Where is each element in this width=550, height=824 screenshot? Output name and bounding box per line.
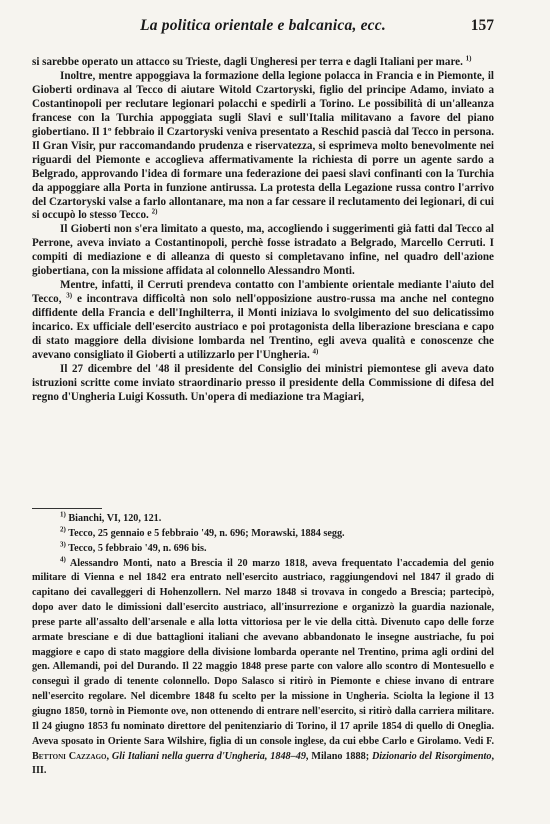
footnote-separator <box>32 508 102 509</box>
paragraph-2: Inoltre, mentre appoggiava la formazione della legione polacca in Francia e in Piemonte, il Gioberti ordinava al Tecco di aiutare Witold Czartoryski, figlio del principe Adamo, inviato a Costantinopoli per reclutare legionari polacchi e spedirli a Torino. Le possibilità di un'alleanza francese con la Turchia appoggiata sugli Slavi e sull'Italia militavano a favore del piano giobertiano. Il 1º febbraio il Czartoryski veniva presentato a Reschid pascià dal Tecco in persona. Il Gran Visir, pur raccomandando prudenza e riservatezza, si esprimeva molto benevolmente nei riguardi del Piemonte e accoglieva affermativamente la richiesta di porre un agente sardo a Belgrado, approvando l'idea di formare una federazione dei paesi slavi confinanti con la Turchia da appoggiare alla Porta in funzione antirussa. La protesta della Legazione russa contro l'arrivo del Czartoryski valse a farlo allontanare, ma non a far cessare il reclutamento dei legionari, di cui si occupò lo stesso Tecco. $^{2)}$ <box>32 69 494 222</box>
main-text <box>32 56 494 405</box>
paragraph-5: Il 27 dicembre del '48 il presidente del Consiglio dei ministri piemontese gli aveva dato istruzioni scritte come inviato straordinario presso il presidente della Commissione di difesa del regno d'Ungheria Luigi Kossuth. Un'opera di mediazione tra Magiari, <box>32 362 494 403</box>
book-title: Gli Italiani nella guerra d'Ungheria, 1848–49 <box>111 750 306 762</box>
paragraph-3: Il Gioberti non s'era limitato a questo, ma, accogliendo i suggerimenti già fatti dal Tecco al Perrone, aveva inviato a Costantinopoli, perchè fosse istradato a Belgrado, Marcello Cerruti. I compiti di mediazione e di alleanza di questo si completavano infine, nel quadro dell'azione giobertiana, con la missione affidata al colonnello Alessandro Monti. <box>32 223 494 278</box>
paragraph-4: Mentre, infatti, il Cerruti prendeva contatto con l'ambiente orientale mediante l'aiuto del Tecco, $^{3)}$ e incontrava difficoltà non solo nell'opposizione austro-russa ma anche nel contegno diffidente della Francia e dell'Inghilterra, il Monti iniziava lo svolgimento del suo delicatissimo incarico. Ex ufficiale dell'esercito austriaco e poi protagonista della liberazione bresciana e capo di stato maggiore della divisione lombarda nel Trentino, egli aveva qualità e conoscenze che avevano consigliato il Gioberti a utilizzarlo per l'Ungheria. $^{4)}$ <box>32 279 494 362</box>
footnote-ref-3: 3) <box>66 291 73 300</box>
paragraph-1: si sarebbe operato un attacco su Trieste, dagli Ungheresi per terra e dagli Italiani per mare. $^{1)}$ <box>32 54 472 68</box>
footnote-ref-2: 2) <box>151 207 158 216</box>
page-header <box>32 17 494 39</box>
footnote-2: $^{2)}$ Tecco, 25 gennaio e 5 febbraio '49, n. 696; Morawski, 1884 segg. <box>60 525 345 539</box>
footnote-author: Bettoni Cazzago <box>32 750 107 762</box>
footnote-4: $^{4)}$ Alessandro Monti, nato a Brescia il 20 marzo 1818, aveva frequentato l'accademia del genio militare di Vienna e nel 1842 era entrato nell'esercito austriaco, raggiungendovi nel 1847 il grado di capitano dei cavalleggeri di Hohenzollern. Nel marzo 1848 si trovava in congedo a Brescia; partecipò, dopo aver dato le dimissioni dall'esercito austriaco, all'insurrezione e organizzò la guardia nazionale, prese parte all'assalto dell'arsenale e alla lotta vittoriosa per le vie della città. Divenuto capo delle forze armate bresciane e di due battaglioni italiani che avevano abbandonato le insegne austriache, fu poi maggiore e capo di stato maggiore della divisione lombarda operante nel Trentino, prima agli ordini del gen. Allemandi, poi del Durando. Il 22 maggio 1848 prese parte con valore allo scontro di Montesuello e conseguì il grado di tenente colonnello. Dopo Salasco si ritirò in Piemonte e chiese invano di entrare nell'esercito regolare. Nel dicembre 1848 fu scelto per la missione in Ungheria. Sciolta la legione il 13 giugno 1850, tornò in Piemonte ove, non ottenendo di entrare nell'esercito, si ritirò dalla carriera militare. Il 24 giugno 1853 fu nominato direttore del penitenziario di Torino, il 17 aprile 1854 di quello di Oneglia. Aveva sposato in Oriente Sara Wilshire, figlia di un console inglese, da cui ebbe Carlo e Girolamo. Vedi F. Bettoni Cazzago, Gli Italiani nella guerra d'Ungheria, 1848–49, Milano 1888; Dizionario del Risorgimento, III. <box>32 555 495 777</box>
page-number: 157 <box>470 17 494 34</box>
footnote-ref-4: 4) <box>312 347 319 356</box>
footnotes <box>32 512 494 779</box>
running-title: La politica orientale e balcanica, ecc. <box>140 17 386 34</box>
reference-title: Dizionario del Risorgimento <box>371 750 492 762</box>
footnote-ref-1: 1) <box>465 54 472 63</box>
footnote-3: $^{3)}$ Tecco, 5 febbraio '49, n. 696 bis. <box>60 540 207 554</box>
footnote-1: $^{1)}$ Bianchi, VI, 120, 121. <box>60 510 162 524</box>
